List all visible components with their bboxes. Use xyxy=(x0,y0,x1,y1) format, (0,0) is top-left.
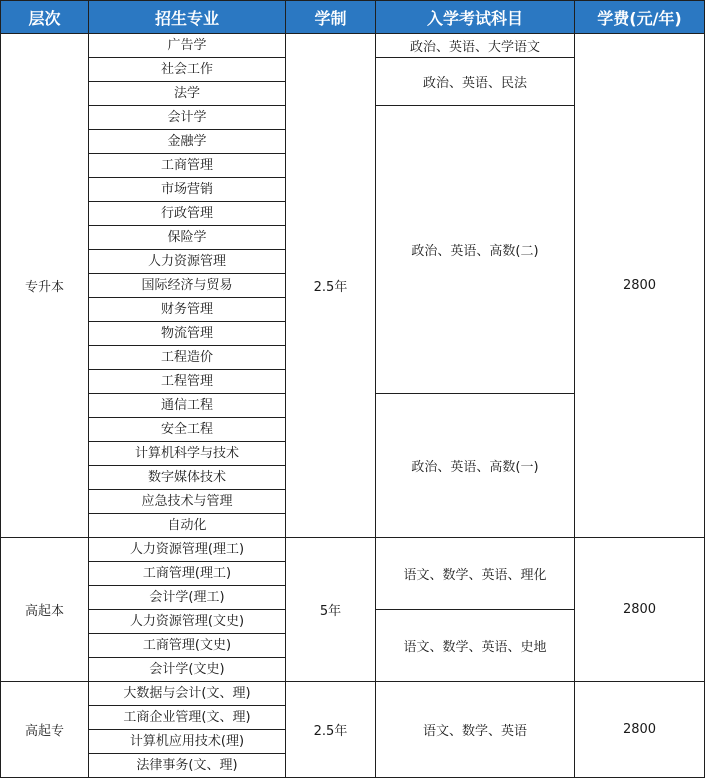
major-cell: 财务管理 xyxy=(89,298,286,322)
table-row xyxy=(1,34,705,58)
major-cell: 社会工作 xyxy=(89,58,286,82)
exam-subjects-cell: 语文、数学、英语、理化 xyxy=(376,538,575,610)
table-row xyxy=(1,682,705,706)
major-cell: 人力资源管理(文史) xyxy=(89,610,286,634)
major-cell: 工商企业管理(文、理) xyxy=(89,706,286,730)
header-duration: 学制 xyxy=(286,1,376,34)
major-cell: 市场营销 xyxy=(89,178,286,202)
major-cell: 计算机应用技术(理) xyxy=(89,730,286,754)
major-cell: 金融学 xyxy=(89,130,286,154)
major-cell: 法学 xyxy=(89,82,286,106)
exam-subjects-cell: 政治、英语、高数(二) xyxy=(376,106,575,394)
fee-cell: 2800 xyxy=(575,682,705,778)
table-row xyxy=(1,538,705,562)
level-cell: 高起专 xyxy=(1,682,89,778)
major-cell: 人力资源管理(理工) xyxy=(89,538,286,562)
table-body xyxy=(1,34,705,778)
exam-subjects-cell: 语文、数学、英语、史地 xyxy=(376,610,575,682)
header-level: 层次 xyxy=(1,1,89,34)
duration-cell: 2.5年 xyxy=(286,34,376,538)
major-cell: 工商管理(理工) xyxy=(89,562,286,586)
major-cell: 国际经济与贸易 xyxy=(89,274,286,298)
major-cell: 法律事务(文、理) xyxy=(89,754,286,778)
major-cell: 会计学(文史) xyxy=(89,658,286,682)
level-cell: 专升本 xyxy=(1,34,89,538)
fee-cell: 2800 xyxy=(575,538,705,682)
fee-cell: 2800 xyxy=(575,34,705,538)
major-cell: 自动化 xyxy=(89,514,286,538)
exam-subjects-cell: 政治、英语、大学语文 xyxy=(376,34,575,58)
duration-cell: 5年 xyxy=(286,538,376,682)
major-cell: 人力资源管理 xyxy=(89,250,286,274)
header-major: 招生专业 xyxy=(89,1,286,34)
level-cell: 高起本 xyxy=(1,538,89,682)
major-cell: 会计学 xyxy=(89,106,286,130)
major-cell: 保险学 xyxy=(89,226,286,250)
header-exam: 入学考试科目 xyxy=(376,1,575,34)
major-cell: 广告学 xyxy=(89,34,286,58)
major-cell: 工商管理(文史) xyxy=(89,634,286,658)
major-cell: 工程造价 xyxy=(89,346,286,370)
duration-cell: 2.5年 xyxy=(286,682,376,778)
exam-subjects-cell: 政治、英语、民法 xyxy=(376,58,575,106)
exam-subjects-cell: 语文、数学、英语 xyxy=(376,682,575,778)
major-cell: 物流管理 xyxy=(89,322,286,346)
major-cell: 安全工程 xyxy=(89,418,286,442)
exam-subjects-cell: 政治、英语、高数(一) xyxy=(376,394,575,538)
major-cell: 工商管理 xyxy=(89,154,286,178)
major-cell: 大数据与会计(文、理) xyxy=(89,682,286,706)
major-cell: 通信工程 xyxy=(89,394,286,418)
major-cell: 行政管理 xyxy=(89,202,286,226)
major-cell: 数字媒体技术 xyxy=(89,466,286,490)
major-cell: 会计学(理工) xyxy=(89,586,286,610)
table-header-row xyxy=(1,1,705,34)
header-fee: 学费(元/年) xyxy=(575,1,705,34)
major-cell: 工程管理 xyxy=(89,370,286,394)
major-cell: 应急技术与管理 xyxy=(89,490,286,514)
major-cell: 计算机科学与技术 xyxy=(89,442,286,466)
